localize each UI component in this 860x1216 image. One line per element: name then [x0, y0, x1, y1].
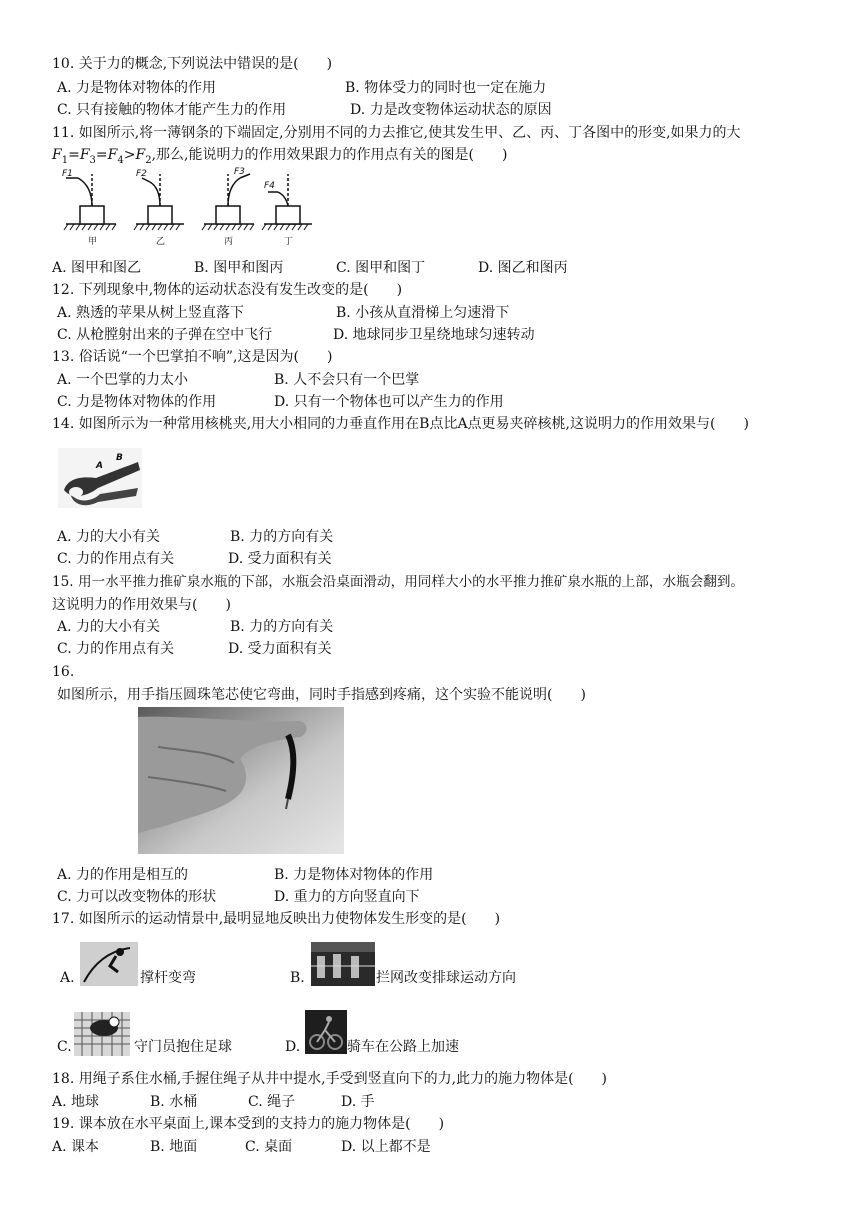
q16-number: 16.	[52, 664, 75, 680]
q14-stem: 14. 如图所示为一种常用核桃夹,用大小相同的力垂直作用在B点比A点更易夹碎核桃,这说明力的作用效果与( )	[52, 416, 749, 432]
q17-stem: 17. 如图所示的运动情景中,最明显地反映出力使物体发生形变的是( )	[52, 911, 501, 927]
q17-option-c-label: C.	[57, 1039, 72, 1055]
q15-option-a: A. 力的大小有关	[57, 619, 161, 635]
finger-pen-photo	[138, 707, 344, 854]
q13-option-b: B. 人不会只有一个巴掌	[274, 372, 420, 388]
q14-option-a: A. 力的大小有关	[57, 529, 161, 545]
q13-stem: 13. 俗话说“一个巴掌拍不响”,这是因为( )	[52, 349, 333, 365]
q16-option-b: B. 力是物体对物体的作用	[274, 867, 434, 883]
force-label-f3: F3	[234, 167, 245, 177]
goalkeeper-thumbnail	[74, 1012, 130, 1056]
q17-option-a-text: 撑杆变弯	[140, 970, 196, 986]
q11-option-a: A. 图甲和图乙	[52, 260, 142, 276]
q13-option-d: D. 只有一个物体也可以产生力的作用	[274, 394, 504, 410]
q19-stem: 19. 课本放在水平桌面上,课本受到的支持力的施力物体是( )	[52, 1116, 445, 1132]
q11-stem-line1: 11. 如图所示,将一薄钢条的下端固定,分别用不同的力去推它,使其发生甲、乙、丙、丁各图中的形变,如果力的大	[52, 125, 741, 141]
q10-stem: 10. 关于力的概念,下列说法中错误的是( )	[52, 56, 333, 72]
q19-option-a: A. 课本	[52, 1139, 100, 1155]
q18-option-c: C. 绳子	[248, 1094, 296, 1110]
q12-option-d: D. 地球同步卫星绕地球匀速转动	[333, 327, 535, 343]
q15-stem-line1: 15. 用一水平推力推矿泉水瓶的下部，水瓶会沿桌面滑动，用同样大小的水平推力推矿泉水瓶的上部，水瓶会翻到。	[52, 574, 745, 590]
q12-option-b: B. 小孩从直滑梯上匀速滑下	[336, 305, 510, 321]
q15-option-d: D. 受力面积有关	[228, 641, 332, 657]
fig-label-bing: 丙	[224, 237, 234, 247]
q10-option-d: D. 力是改变物体运动状态的原因	[350, 102, 552, 118]
q11-option-b: B. 图甲和图丙	[194, 260, 284, 276]
force-label-f2: F2	[136, 169, 147, 179]
q18-option-d: D. 手	[341, 1094, 375, 1110]
q19-option-b: B. 地面	[150, 1139, 198, 1155]
volleyball-block-thumbnail	[311, 942, 375, 986]
q11-option-c: C. 图甲和图丁	[336, 260, 426, 276]
q17-option-b-text: 拦网改变排球运动方向	[376, 970, 516, 986]
q10-option-b: B. 物体受力的同时也一定在施力	[345, 80, 547, 96]
fig-label-ding: 丁	[284, 237, 294, 247]
q15-option-b: B. 力的方向有关	[230, 619, 334, 635]
q11-option-d: D. 图乙和图丙	[478, 260, 568, 276]
q14-option-c: C. 力的作用点有关	[57, 551, 175, 567]
q17-option-d-text: 骑车在公路上加速	[347, 1039, 459, 1055]
nutcracker-image	[58, 448, 142, 508]
q18-option-a: A. 地球	[52, 1094, 100, 1110]
q15-stem-line2: 这说明力的作用效果与( )	[52, 597, 231, 613]
q10-option-c: C. 只有接触的物体才能产生力的作用	[57, 102, 287, 118]
point-b-label: B	[116, 453, 123, 463]
q10-option-a: A. 力是物体对物体的作用	[57, 80, 217, 96]
q17-option-c-text: 守门员抱住足球	[134, 1039, 232, 1055]
q12-stem: 12. 下列现象中,物体的运动状态没有发生改变的是( )	[52, 282, 403, 298]
q14-option-d: D. 受力面积有关	[228, 551, 332, 567]
q16-option-a: A. 力的作用是相互的	[57, 867, 189, 883]
q16-option-c: C. 力可以改变物体的形状	[57, 889, 217, 905]
q19-option-d: D. 以上都不是	[341, 1139, 431, 1155]
q19-option-c: C. 桌面	[245, 1139, 293, 1155]
force-label-f1: F1	[62, 169, 73, 179]
q13-option-a: A. 一个巴掌的力太小	[57, 372, 189, 388]
q12-option-a: A. 熟透的苹果从树上竖直落下	[57, 305, 245, 321]
steel-strip-figure	[58, 166, 318, 250]
cycling-thumbnail	[305, 1010, 347, 1054]
q16-option-d: D. 重力的方向竖直向下	[274, 889, 420, 905]
fig-label-yi: 乙	[156, 237, 166, 247]
point-a-label: A	[96, 461, 103, 471]
q11-stem-line2: $F_1=F_3=F_4>F_2$,那么,能说明力的作用效果跟力的作用点有关的图是( )	[52, 147, 508, 166]
q18-stem: 18. 用绳子系住水桶,手握住绳子从井中提水,手受到竖直向下的力,此力的施力物体是( )	[52, 1071, 607, 1087]
q18-option-b: B. 水桶	[150, 1094, 198, 1110]
fig-label-jia: 甲	[88, 237, 98, 247]
q16-stem: 如图所示，用手指压圆珠笔芯使它弯曲，同时手指感到疼痛，这个实验不能说明( )	[57, 687, 586, 703]
q17-option-d-label: D.	[285, 1039, 301, 1055]
q15-option-c: C. 力的作用点有关	[57, 641, 175, 657]
q17-option-a-label: A.	[60, 970, 75, 986]
q17-option-b-label: B.	[290, 970, 305, 986]
q12-option-c: C. 从枪膛射出来的子弹在空中飞行	[57, 327, 273, 343]
pole-vault-thumbnail	[80, 942, 138, 986]
q14-option-b: B. 力的方向有关	[230, 529, 334, 545]
q13-option-c: C. 力是物体对物体的作用	[57, 394, 217, 410]
force-label-f4: F4	[264, 181, 275, 191]
